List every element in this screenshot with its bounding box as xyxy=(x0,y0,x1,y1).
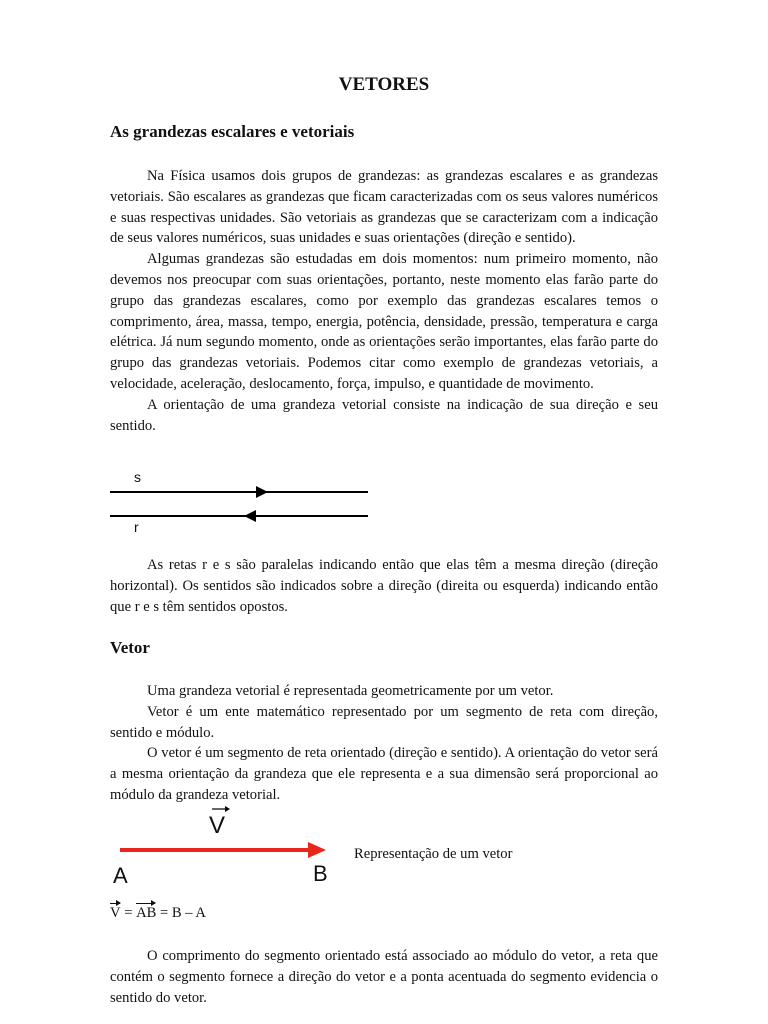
point-b-label: B xyxy=(313,861,328,886)
page-title: VETORES xyxy=(338,74,430,95)
vector-arrowhead xyxy=(308,842,326,858)
vector-name: V xyxy=(209,812,226,839)
formula-v: V xyxy=(110,905,121,921)
point-a-label: A xyxy=(113,863,128,888)
paragraph-vector-geometric: Uma grandeza vetorial é representada geometricamente por um vetor. xyxy=(147,683,554,699)
paragraph-vector-oriented: O vetor é um segmento de reta orientado (direção e sentido). A orientação do vetor será a mesma orientação da grandeza que ele representa e a sua dimensão será proporcional ao módulo da grandeza vetorial. xyxy=(110,745,658,803)
line-s-label: s xyxy=(134,469,141,485)
line-s-arrowhead xyxy=(256,486,268,498)
formula-rest: = B – A xyxy=(156,905,206,921)
paragraph-vector-entity: Vetor é um ente matemático representado por um segmento de reta com direção, sentido e módulo. xyxy=(110,703,658,741)
paragraph-intro: Na Física usamos dois grupos de grandezas: as grandezas escalares e as grandezas vetoriais. São escalares as grandezas que ficam caracterizadas com os seus valores numéricos e suas respectivas unidades. São vetoriais as grandezas que se caracterizam com a indicação de seus valores numéricos, suas unidades e suas orientações (direção e sentido). xyxy=(110,168,658,247)
paragraph-closing: O comprimento do segmento orientado está associado ao módulo do vetor, a reta que contém o segmento fornece a direção do vetor e a ponta acentuada do segmento evidencia o sentido do vetor. xyxy=(110,948,658,1006)
line-r-label: r xyxy=(134,519,139,535)
vector-arrow xyxy=(118,838,330,862)
formula-equals: = xyxy=(120,905,137,921)
section2-body xyxy=(110,681,658,806)
parallel-lines-diagram xyxy=(108,480,373,530)
vector-formula xyxy=(110,905,206,922)
paragraph-orientation: A orientação de uma grandeza vetorial consiste na indicação de sua direção e seu sentido. xyxy=(110,396,658,434)
line-r-arrowhead xyxy=(244,510,256,522)
formula-ab: AB xyxy=(136,905,157,921)
section1-after-figure xyxy=(110,555,658,617)
section1-body xyxy=(110,166,658,436)
paragraph-parallel: As retas r e s são paralelas indicando então que elas têm a mesma direção (direção horizontal). Os sentidos são indicados sobre a direção (direita ou esquerda) indicando então que r e s têm sentidos opostos. xyxy=(110,557,658,615)
paragraph-moments: Algumas grandezas são estudadas em dois momentos: num primeiro momento, não devemos nos preocupar com suas orientações, portanto, neste momento elas farão parte do grupo das grandezas escalares, como por exemplo das grandezas escalares temos o comprimento, área, massa, tempo, energia, potência, densidade, pressão, temperatura e carga elétrica. Já num segundo momento, onde as orientações serão importantes, elas farão parte do grupo das grandezas vetoriais. Podemos citar como exemplo de grandezas vetoriais, a velocidade, aceleração, deslocamento, força, impulso, e quantidade de movimento. xyxy=(110,251,658,392)
section2-closing xyxy=(110,946,658,1008)
vector-caption: Representação de um vetor xyxy=(354,846,513,862)
section-heading-grandezas: As grandezas escalares e vetoriais xyxy=(110,122,355,141)
section-heading-vetor: Vetor xyxy=(110,638,150,657)
